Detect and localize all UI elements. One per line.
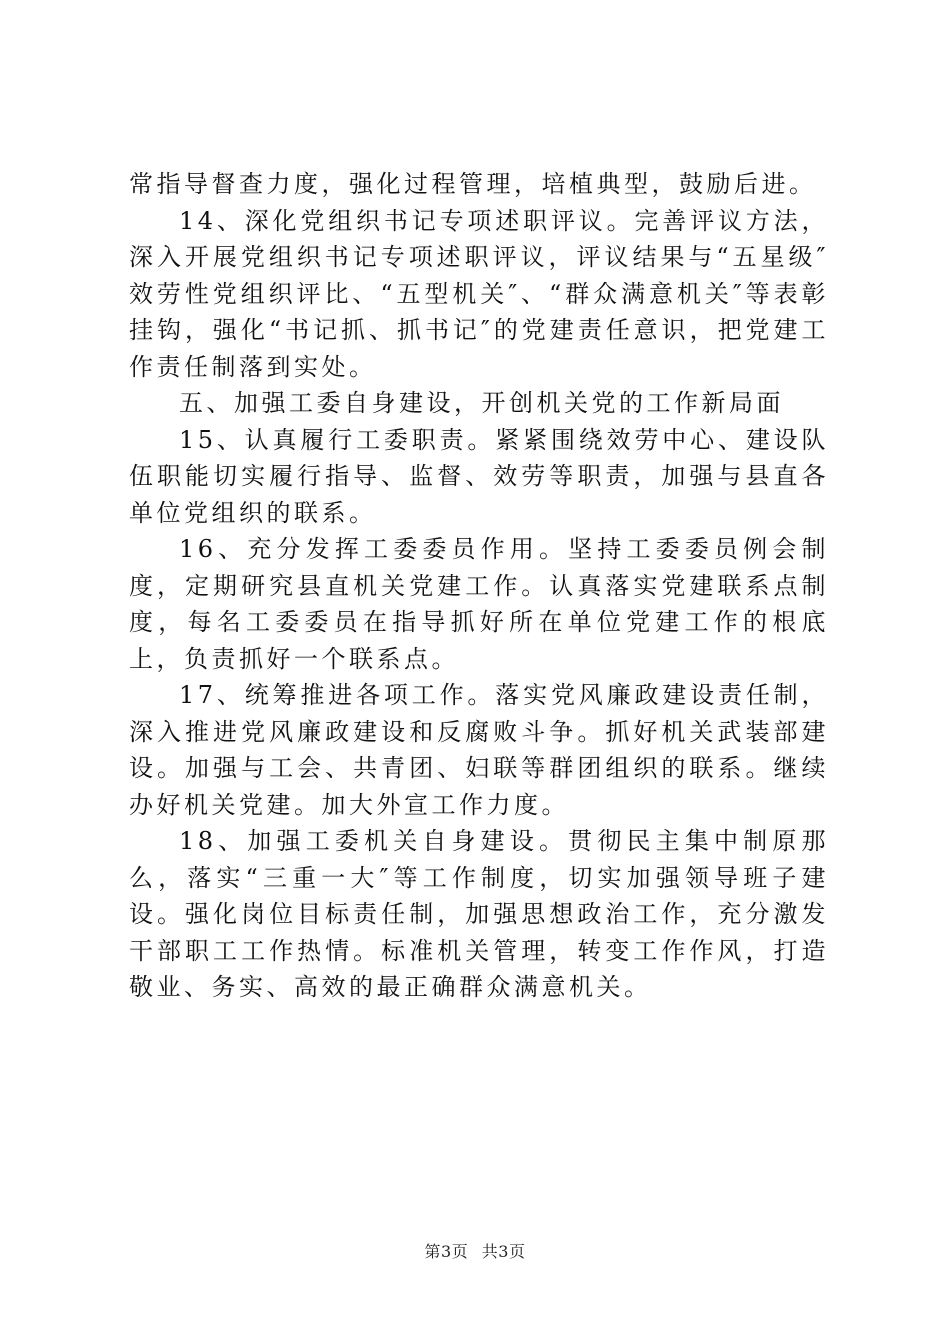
paragraph-item-15: 15、认真履行工委职责。紧紧围绕效劳中心、建设队伍职能切实履行指导、监督、效劳等职责，加强与县直各单位党组织的联系。 [129, 425, 829, 527]
document-body [129, 166, 829, 1006]
section-heading-5: 五、加强工委自身建设，开创机关党的工作新局面 [179, 389, 784, 417]
paragraph-item-18: 18、加强工委机关自身建设。贯彻民主集中制原那么，落实“三重一大″等工作制度，切实加强领导班子建设。强化岗位目标责任制，加强思想政治工作，充分激发干部职工工作热情。标准机关管理，转变工作作风，打造敬业、务实、高效的最正确群众满意机关。 [129, 827, 829, 1001]
page-number-current: 第3页 [424, 1242, 469, 1261]
paragraph-item-16: 16、充分发挥工委委员作用。坚持工委委员例会制度，定期研究县直机关党建工作。认真落实党建联系点制度，每名工委委员在指导抓好所在单位党建工作的根底上，负责抓好一个联系点。 [129, 535, 829, 673]
paragraph-item-14: 14、深化党组织书记专项述职评议。完善评议方法，深入开展党组织书记专项述职评议，评议结果与“五星级″效劳性党组织评比、“五型机关″、“群众满意机关″等表彰挂钩，强化“书记抓、抓书记″的党建责任意识，把党建工作责任制落到实处。 [129, 206, 829, 381]
page-footer [0, 1241, 950, 1263]
page-number-total: 共3页 [481, 1242, 526, 1261]
paragraph-continuation: 常指导督查力度，强化过程管理，培植典型，鼓励后进。 [129, 170, 817, 198]
paragraph-item-17: 17、统筹推进各项工作。落实党风廉政建设责任制，深入推进党风廉政建设和反腐败斗争。抓好机关武装部建设。加强与工会、共青团、妇联等群团组织的联系。继续办好机关党建。加大外宣工作力度。 [129, 681, 829, 819]
